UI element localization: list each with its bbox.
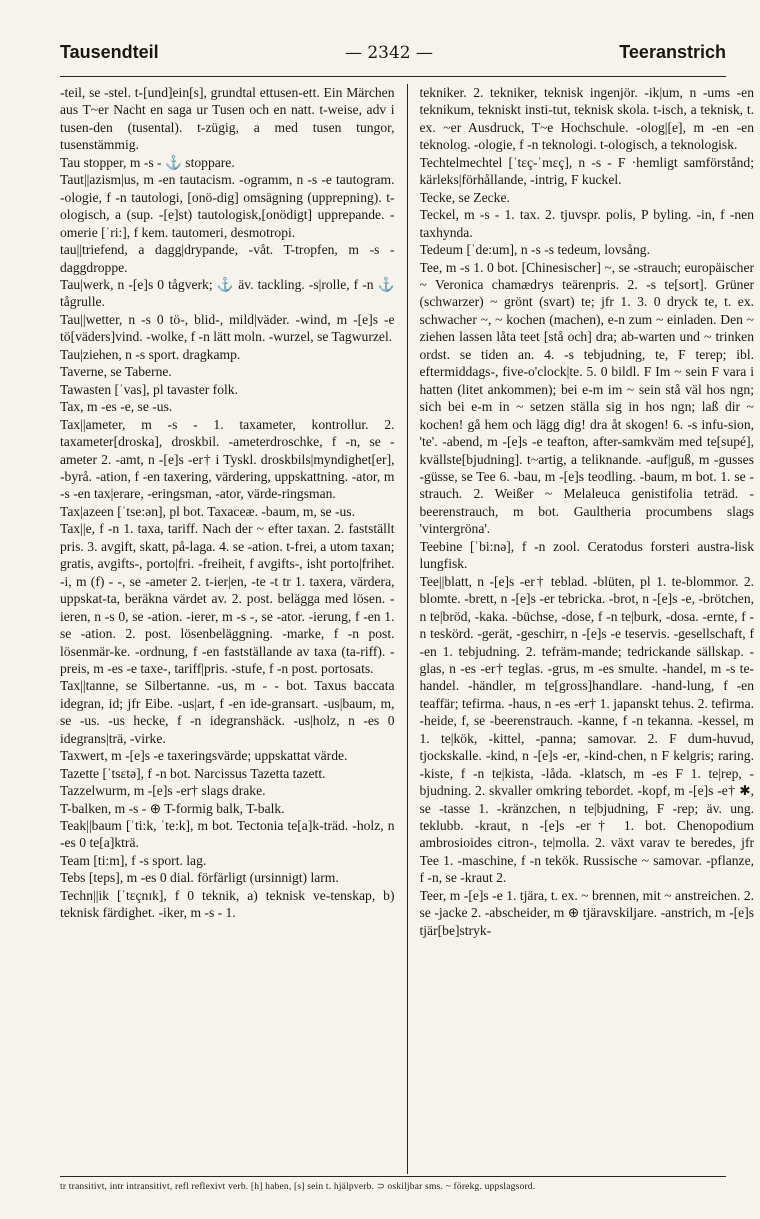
dictionary-entry: Tau stopper, m -s - ⚓ stoppare.: [60, 154, 235, 170]
dictionary-entry: Techtelmechtel [ˈtɛç-ˈmɛç], n -s - F ·hemligt samförstånd; kärleks|förhållande, -intrig, F kuckel.: [419, 154, 755, 188]
dictionary-entry: tekniker. 2. tekniker, teknisk ingenjör. -ik|um, n -ums -en teknikum, tekniskt insti-tut, teknisk skola. t-isch, a teknisk, t. ex. ~er Ausdruck, T~e Hochschule. -olog|[e], m -en -en teknolog. -ologie, f -n teknologi. t-ologisch, a teknologisk.: [419, 85, 755, 153]
dictionary-entry: Tee||blatt, n -[e]s -er† teblad. -blüten, pl 1. te-blommor. 2. blomte. -brett, n -[e]s -er tebricka. -brot, n -[e]s -e, -brötchen, n te|bröd, -kaka. -büchse, -dose, f -n te|burk, -dosa. -ernte, f -n teskörd. -gerät, -geschirr, n -[e]s -e teservis. -gesellschaft, f -en 1. tebjudning. 2. tefräm-mande; tedrickande sällskap. -glas, n -es -er† teglas. -grus, m -es smulte. -handel, m -s te-handel. -händler, m te[gross]handlare. -hand-lung, f -en teaffär; tefirma. -haus, n -es -er† 1. japanskt tehus. 2. tefirma. -heide, f, se -beerenstrauch. -kanne, f -n tekanna. -kessel, m 1. te|kök, -kittel, -panna; samovar. 2. F dum-huvud, tjockskalle. -kind, n -[e]s -er, -kind-chen, n F kelgris; raring. -kiste, f -n te|kista, -låda. -klatsch, m -es F 1. te|rep, -bjudning. 2. skvaller omkring tebordet. -kopf, m -[e]s -e† ✱, se -tasse 1. -kränzchen, n te|bjudning, F -rep; äv. ung. teklubb. -kraut, n -[e]s -er† 1. bot. Chenopodium ambrosioides citron-, te|molla. 2. växt varav te beredes, jfr Tee 1. -maschine, f -n tekök. Russische ~ samovar. -pflanze, f -n, se -kraut 2.: [419, 573, 755, 886]
entry-columns: [60, 84, 754, 1174]
dictionary-entry: Tawasten [ˈvas], pl tavaster folk.: [60, 381, 238, 397]
header-rule: [60, 76, 726, 77]
dictionary-entry: Tecke, se Zecke.: [419, 189, 510, 205]
dictionary-entry: Team [ti:m], f -s sport. lag.: [60, 852, 207, 868]
dictionary-entry: Tau||wetter, n -s 0 tö-, blid-, mild|väder. -wind, m -[e]s -e tö[väders]vind. -wolke, f -n lätt moln. -wurzel, se Tagwurzel.: [60, 311, 395, 345]
dictionary-entry: Tedeum [ˈde:um], n -s -s tedeum, lovsång.: [419, 242, 650, 258]
dictionary-entry: Tax||tanne, se Silbertanne. -us, m - - bot. Taxus baccata idegran, id; jfr Eibe. -us|art, f -en ide-gransart. -us|baum, m, se -us. -us hecke, f -n idegranshäck. -us|holz, n -es 0 idegrans|trä, -virke.: [60, 678, 395, 746]
dictionary-entry: Tax, m -es -e, se -us.: [60, 399, 173, 415]
dictionary-entry: Tax||e, f -n 1. taxa, tariff. Nach der ~ efter taxan. 2. fastställt pris. 3. avgift, skatt, på-laga. 4. se -ation. t-frei, a utom taxan; gratis, avgifts-, porto|fri. -freiheit, f avgifts-, isht porto|frihet. -i, m (f) - -, se -ameter 2. t-ier|en, -te -t tr 1. taxera, värdera, uppskat-ta, beräkna värdet av. 2. post. belägga med lösen. -ieren, n -s 0, se -ation. -ierer, m -s -, se -ator. -ierung, f -en 1. se -ation. 2. post. lösenbeläggning. -marke, f -n post. lösenmär-ke. -ordnung, f -en fastställande av taxa (ta-riff). -preis, m -es -e taxe-, tariff|pris. -stufe, f -n post. portosats.: [60, 521, 395, 676]
column-divider: [407, 84, 408, 1174]
dictionary-entry: Teckel, m -s - 1. tax. 2. tjuvspr. polis, P byling. -in, f -nen taxhynda.: [419, 207, 755, 240]
dictionary-entry: Tax||ameter, m -s - 1. taxameter, kontrollur. 2. taxameter[droska], droskbil. -ameterdroschke, f -n, se -ameter 2. -amt, n -[e]s -er† i Tyskl. droskbils|myndighet[er], -byrå. -ation, f -en taxering, värdering, uppskattning. -ator, m -s -en tax|erare, -eringsman, -ator, värde-ringsman.: [60, 416, 395, 502]
dictionary-entry: Taut||azism|us, m -en tautacism. -ogramm, n -s -e tautogram. -ologie, f -n tautologi, [onö-dig] omsägning (upprepning). t-ologisch, a (sup. -[e]st) tautologisk,[onödigt] upprepande. -omerie [ˈri:], f kem. tautomeri, desmotropi.: [60, 172, 395, 240]
dictionary-entry: -teil, se -stel. t-[und]ein[s], grundtal ettusen-ett. Ein Märchen aus T~er Nacht en saga ur Tusen och en natt. t-weise, adv i tusen-den (tusental). t-zügig, a med tusen tungor, tusenstämmig.: [60, 85, 395, 153]
dictionary-entry: tau||triefend, a dagg|drypande, -våt. T-tropfen, m -s - daggdroppe.: [60, 242, 395, 275]
header-first-entry: Tausendteil: [60, 42, 159, 62]
left-column: [60, 84, 395, 1174]
dictionary-entry: Teak||baum [ˈti:k, ˈte:k], m bot. Tectonia te[a]k-träd. -holz, n -es 0 te[a]kträ.: [60, 818, 395, 851]
page-number: — 2342 —: [344, 43, 434, 63]
dictionary-entry: Teer, m -[e]s -e 1. tjära, t. ex. ~ brennen, mit ~ anstreichen. 2. se -jacke 2. -abscheider, m ⊕ tjäravskiljare. -anstrich, m -[e]s tjär[be]stryk-: [419, 887, 755, 938]
abbreviation-footer: tr transitivt, intr intransitivt, refl reflexivt verb. [h] haben, [s] sein t. hjälpverb. ⊃ oskiljbar sms. ~ förekg. uppslagsord.: [60, 1176, 726, 1192]
dictionary-entry: Taxwert, m -[e]s -e taxeringsvärde; uppskattat värde.: [60, 748, 348, 764]
running-header: [60, 42, 726, 68]
dictionary-entry: Tax|azeen [ˈtse:ən], pl bot. Taxaceæ. -baum, m, se -us.: [60, 503, 355, 519]
dictionary-entry: Tau|werk, n -[e]s 0 tågverk; ⚓ äv. tackling. -s|rolle, f -n ⚓ tågrulle.: [60, 276, 395, 310]
dictionary-entry: Techn||ik [ˈtɛçnɪk], f 0 teknik, a) teknisk ve-tenskap, b) teknisk färdighet. -iker, m -s - 1.: [60, 887, 395, 921]
dictionary-entry: Tebs [teps], m -es 0 dial. förfärligt (ursinnigt) larm.: [60, 870, 339, 886]
dictionary-entry: Tau|ziehen, n -s sport. dragkamp.: [60, 346, 241, 362]
right-column: [420, 84, 755, 1174]
header-last-entry: Teeranstrich: [619, 42, 726, 62]
dictionary-entry: T-balken, m -s - ⊕ T-formig balk, T-balk.: [60, 800, 285, 816]
dictionary-entry: Tazzelwurm, m -[e]s -er† slags drake.: [60, 783, 266, 799]
dictionary-entry: Taverne, se Taberne.: [60, 364, 172, 380]
dictionary-entry: Tazette [ˈtsɛtə], f -n bot. Narcissus Tazetta tazett.: [60, 765, 326, 781]
dictionary-entry: Tee, m -s 1. 0 bot. [Chinesischer] ~, se -strauch; europäischer ~ Veronica chamædrys teärenpris. 2. -s te[sort]. Grüner (schwarzer) ~ grönt (svart) te; jfr 1. 3. 0 dryck te, t. ex. schwacher ~, ~ kochen (machen), e-n zum ~ einladen. Den ~ ziehen lassen låta teet [stå och] dra; ab-warten und ~ trinken ordst. se tiden an. 4. -s tebjudning, te, F terep; ibl. eftermiddags-, five-o'clock|te. 5. 0 bildl. F Im ~ sein F vara i hatten (litet ankommen); bei e-m im ~ sein stå väl hos ngn; sich bei e-m in ~ setzen ställa sig in hos ngn; laß dir ~ kochen! gå hem och lägg dig! dra åt skogen! 6. -s infu-sion, 'te'. -abend, m -[e]s -e teafton, after-samkväm med te[supé], kvällste[bjudning]. t~artig, a teliknande. -auf|guß, m -gusses -güsse, se Tee 6. -bau, m -[e]s teodling. -baum, m bot. 1. se -strauch. 2. Weißer ~ Melaleuca genistifolia teträd. -beerenstrauch, m bot. Gaultheria procumbens slags 'vintergröna'.: [419, 259, 755, 537]
dictionary-entry: Teebine [ˈbi:nə], f -n zool. Ceratodus forsteri austra-lisk lungfisk.: [419, 538, 755, 572]
